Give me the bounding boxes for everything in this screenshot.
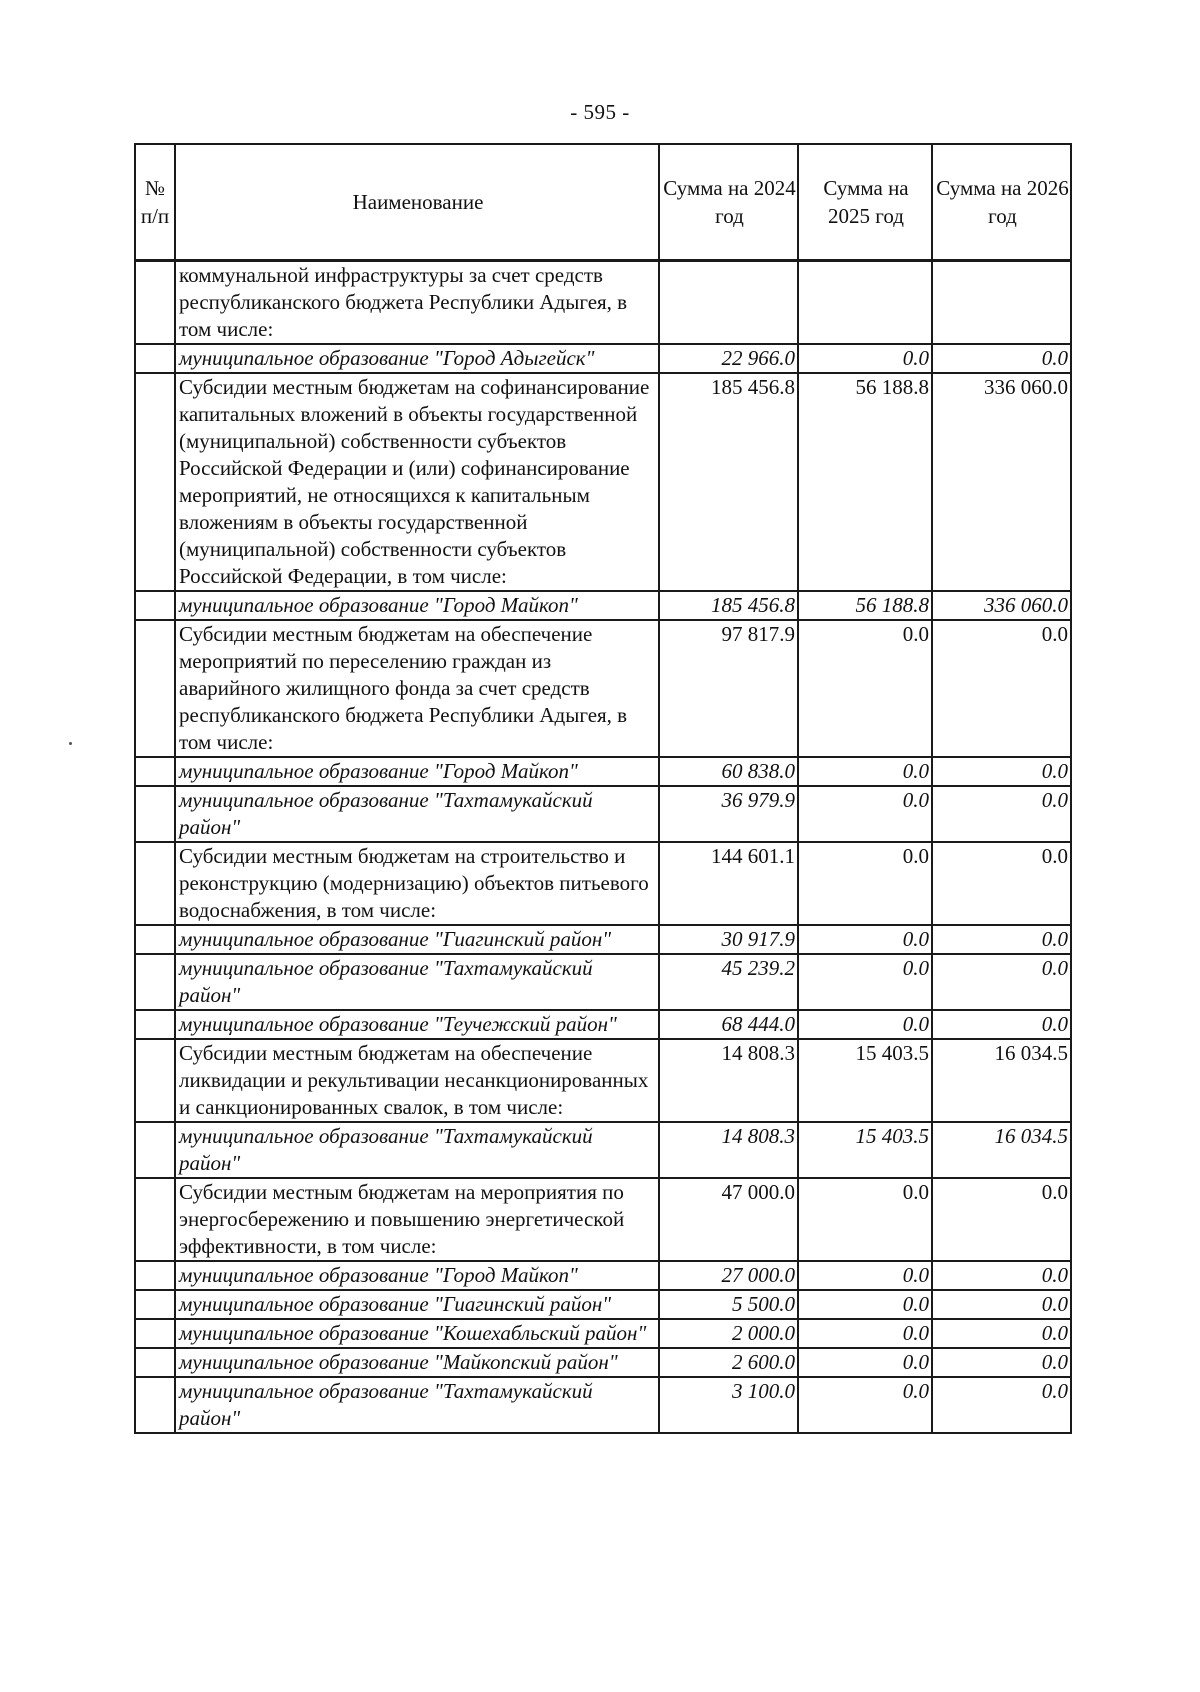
row-sum-2026: 0.0: [932, 1010, 1071, 1039]
row-sum-2026: [932, 261, 1071, 345]
header-name: Наименование: [175, 144, 659, 261]
row-sum-2024: 45 239.2: [659, 954, 798, 1010]
row-sum-2025: 0.0: [798, 344, 932, 373]
row-sum-2024: 47 000.0: [659, 1178, 798, 1261]
row-sum-2024: 68 444.0: [659, 1010, 798, 1039]
row-sum-2025: 0.0: [798, 1348, 932, 1377]
row-sum-2026: 0.0: [932, 1261, 1071, 1290]
row-name: Субсидии местным бюджетам на мероприятия по энергосбережению и повышению энергетической эффективности, в том числе:: [175, 1178, 659, 1261]
table-row: [135, 1290, 1071, 1319]
row-sum-2025: [798, 261, 932, 345]
scan-speck: [69, 742, 72, 745]
table-row: [135, 1261, 1071, 1290]
row-sum-2025: 0.0: [798, 1319, 932, 1348]
row-name: муниципальное образование "Город Майкоп": [175, 591, 659, 620]
row-sum-2024: 27 000.0: [659, 1261, 798, 1290]
row-name: муниципальное образование "Майкопский район": [175, 1348, 659, 1377]
table-row: [135, 786, 1071, 842]
row-sum-2026: 0.0: [932, 344, 1071, 373]
budget-table: [134, 143, 1072, 1434]
header-sum-2024: Сумма на 2024 год: [659, 144, 798, 261]
row-sum-2025: 0.0: [798, 757, 932, 786]
row-sum-2026: 0.0: [932, 1290, 1071, 1319]
row-sum-2024: 14 808.3: [659, 1039, 798, 1122]
row-sum-2025: 0.0: [798, 1010, 932, 1039]
table-row: [135, 842, 1071, 925]
row-sum-2024: 2 000.0: [659, 1319, 798, 1348]
row-sum-2024: 30 917.9: [659, 925, 798, 954]
row-sum-2024: 185 456.8: [659, 591, 798, 620]
row-number: [135, 1122, 175, 1178]
page-number: - 595 -: [570, 100, 630, 124]
row-number: [135, 591, 175, 620]
row-sum-2026: 16 034.5: [932, 1039, 1071, 1122]
row-number: [135, 344, 175, 373]
row-number: [135, 925, 175, 954]
row-sum-2024: 2 600.0: [659, 1348, 798, 1377]
row-sum-2024: 3 100.0: [659, 1377, 798, 1433]
row-name: Субсидии местным бюджетам на софинансирование капитальных вложений в объекты государственной (муниципальной) собственности субъектов Российской Федерации и (или) софинансирование мероприятий, не относящихся к капитальным вложениям в объекты государственной (муниципальной) собственности субъектов Российской Федерации, в том числе:: [175, 373, 659, 591]
row-sum-2025: 0.0: [798, 925, 932, 954]
table-row: [135, 954, 1071, 1010]
row-sum-2026: 0.0: [932, 842, 1071, 925]
row-name: Субсидии местным бюджетам на обеспечение мероприятий по переселению граждан из аварийного жилищного фонда за счет средств республиканского бюджета Республики Адыгея, в том числе:: [175, 620, 659, 757]
row-number: [135, 1377, 175, 1433]
row-name: муниципальное образование "Теучежский район": [175, 1010, 659, 1039]
table-row: [135, 344, 1071, 373]
table-row: [135, 1122, 1071, 1178]
row-name: муниципальное образование "Тахтамукайский район": [175, 786, 659, 842]
row-sum-2025: 0.0: [798, 1377, 932, 1433]
row-sum-2025: 0.0: [798, 1261, 932, 1290]
row-sum-2026: 336 060.0: [932, 591, 1071, 620]
row-name: муниципальное образование "Город Адыгейск": [175, 344, 659, 373]
row-number: [135, 1039, 175, 1122]
row-number: [135, 1178, 175, 1261]
row-sum-2025: 15 403.5: [798, 1039, 932, 1122]
row-sum-2025: 0.0: [798, 842, 932, 925]
row-sum-2025: 56 188.8: [798, 591, 932, 620]
row-sum-2026: 0.0: [932, 1377, 1071, 1433]
row-name: муниципальное образование "Кошехабльский район": [175, 1319, 659, 1348]
table-body: [135, 261, 1071, 1434]
row-number: [135, 842, 175, 925]
row-sum-2024: 22 966.0: [659, 344, 798, 373]
row-name: муниципальное образование "Тахтамукайский район": [175, 954, 659, 1010]
table-row: [135, 261, 1071, 345]
row-sum-2026: 0.0: [932, 757, 1071, 786]
row-sum-2025: 0.0: [798, 1178, 932, 1261]
row-name: Субсидии местным бюджетам на строительство и реконструкцию (модернизацию) объектов питьевого водоснабжения, в том числе:: [175, 842, 659, 925]
table-row: [135, 1348, 1071, 1377]
row-sum-2025: 56 188.8: [798, 373, 932, 591]
table-row: [135, 373, 1071, 591]
row-number: [135, 954, 175, 1010]
header-sum-2025: Сумма на 2025 год: [798, 144, 932, 261]
row-number: [135, 620, 175, 757]
table-row: [135, 1319, 1071, 1348]
table-row: [135, 1010, 1071, 1039]
row-sum-2026: 0.0: [932, 925, 1071, 954]
row-sum-2026: 336 060.0: [932, 373, 1071, 591]
row-sum-2024: 60 838.0: [659, 757, 798, 786]
row-name: муниципальное образование "Город Майкоп": [175, 757, 659, 786]
row-sum-2024: 144 601.1: [659, 842, 798, 925]
row-sum-2024: 14 808.3: [659, 1122, 798, 1178]
row-number: [135, 1290, 175, 1319]
row-sum-2026: 0.0: [932, 1178, 1071, 1261]
row-sum-2024: 185 456.8: [659, 373, 798, 591]
row-number: [135, 261, 175, 345]
row-sum-2025: 0.0: [798, 786, 932, 842]
row-sum-2026: 0.0: [932, 1348, 1071, 1377]
row-sum-2026: 0.0: [932, 954, 1071, 1010]
row-name: муниципальное образование "Гиагинский район": [175, 1290, 659, 1319]
table-header-row: [135, 144, 1071, 261]
row-number: [135, 1348, 175, 1377]
row-sum-2026: 0.0: [932, 1319, 1071, 1348]
row-sum-2024: 36 979.9: [659, 786, 798, 842]
header-sum-2026: Сумма на 2026 год: [932, 144, 1071, 261]
row-sum-2024: 97 817.9: [659, 620, 798, 757]
row-number: [135, 1010, 175, 1039]
row-sum-2026: 0.0: [932, 620, 1071, 757]
row-number: [135, 786, 175, 842]
row-sum-2025: 0.0: [798, 954, 932, 1010]
row-number: [135, 373, 175, 591]
row-name: коммунальной инфраструктуры за счет средств республиканского бюджета Республики Адыгея, в том числе:: [175, 261, 659, 345]
table-row: [135, 925, 1071, 954]
table-row: [135, 757, 1071, 786]
row-sum-2025: 0.0: [798, 620, 932, 757]
row-name: муниципальное образование "Тахтамукайский район": [175, 1377, 659, 1433]
row-sum-2024: [659, 261, 798, 345]
table-row: [135, 620, 1071, 757]
row-name: муниципальное образование "Город Майкоп": [175, 1261, 659, 1290]
row-number: [135, 757, 175, 786]
row-sum-2026: 16 034.5: [932, 1122, 1071, 1178]
row-sum-2025: 0.0: [798, 1290, 932, 1319]
table-row: [135, 1178, 1071, 1261]
row-number: [135, 1261, 175, 1290]
row-sum-2024: 5 500.0: [659, 1290, 798, 1319]
row-sum-2026: 0.0: [932, 786, 1071, 842]
table-row: [135, 1377, 1071, 1433]
header-number: № п/п: [135, 144, 175, 261]
row-name: Субсидии местным бюджетам на обеспечение ликвидации и рекультивации несанкционированных и санкционированных свалок, в том числе:: [175, 1039, 659, 1122]
row-sum-2025: 15 403.5: [798, 1122, 932, 1178]
row-number: [135, 1319, 175, 1348]
table-row: [135, 591, 1071, 620]
table-row: [135, 1039, 1071, 1122]
row-name: муниципальное образование "Тахтамукайский район": [175, 1122, 659, 1178]
row-name: муниципальное образование "Гиагинский район": [175, 925, 659, 954]
